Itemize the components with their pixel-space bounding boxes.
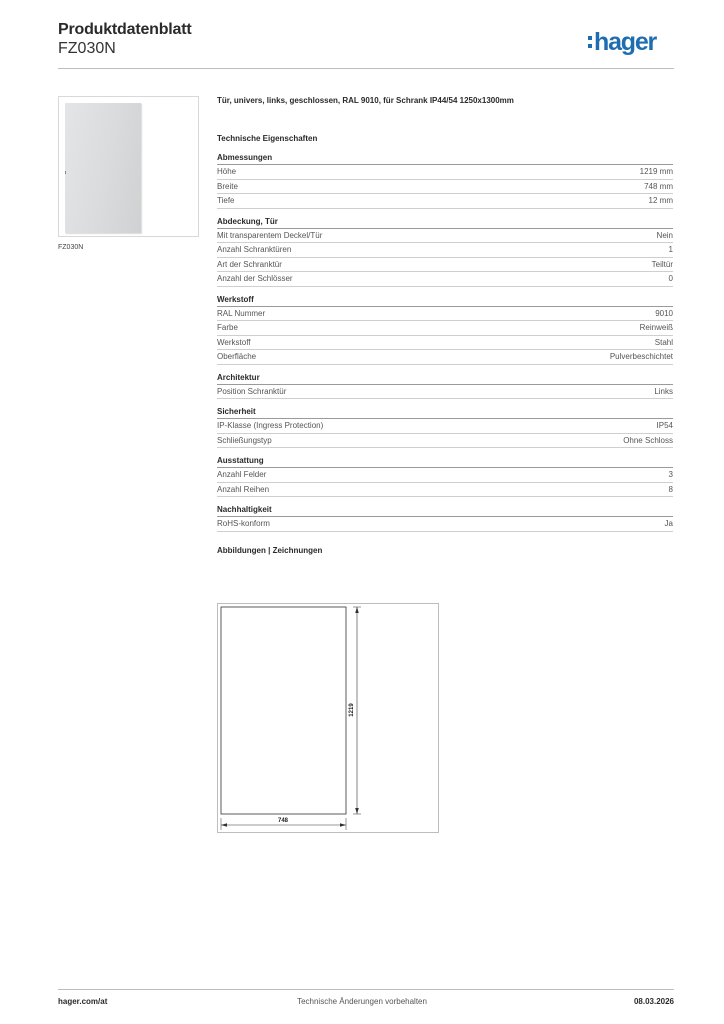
height-dimension-label: 1219	[349, 703, 355, 717]
property-label: Werkstoff	[217, 337, 251, 347]
property-label: Farbe	[217, 323, 238, 333]
property-value: 12 mm	[648, 196, 673, 206]
width-arrow-left	[221, 823, 227, 827]
property-row	[217, 350, 673, 365]
property-group-title: Werkstoff	[217, 295, 673, 307]
product-details	[217, 96, 673, 555]
footer-notice: Technische Änderungen vorbehalten	[297, 997, 427, 1006]
technical-drawing	[217, 603, 439, 833]
property-value: Links	[654, 386, 673, 396]
property-group-title: Abmessungen	[217, 153, 673, 165]
logo-dots-icon	[588, 34, 592, 50]
property-label: Höhe	[217, 167, 237, 177]
property-value: 3	[668, 470, 673, 480]
property-group	[217, 407, 673, 448]
property-group	[217, 153, 673, 209]
door-panel-illustration	[65, 103, 141, 233]
door-hinge-icon	[65, 171, 66, 174]
drawing-svg	[218, 604, 438, 832]
property-value: Ja	[664, 519, 673, 529]
door-outline	[221, 607, 346, 814]
property-groups	[217, 153, 673, 532]
property-value: Stahl	[654, 337, 673, 347]
property-value: 748 mm	[644, 181, 673, 191]
property-row	[217, 243, 673, 258]
width-arrow-right	[340, 823, 346, 827]
product-image-caption: FZ030N	[58, 244, 84, 251]
property-label: Position Schranktür	[217, 386, 287, 396]
property-row	[217, 468, 673, 483]
property-group-title: Sicherheit	[217, 407, 673, 419]
property-value: IP54	[656, 421, 673, 431]
property-label: RoHS-konform	[217, 519, 270, 529]
property-value: 1219 mm	[639, 167, 673, 177]
height-arrow-bottom	[355, 808, 359, 814]
property-row	[217, 258, 673, 273]
property-row	[217, 180, 673, 195]
property-row	[217, 385, 673, 400]
property-group-title: Nachhaltigkeit	[217, 505, 673, 517]
property-label: Anzahl der Schlösser	[217, 274, 293, 284]
property-label: RAL Nummer	[217, 308, 266, 318]
article-number: FZ030N	[58, 40, 116, 57]
logo-text: hager	[594, 27, 657, 56]
property-value: Reinweiß	[639, 323, 673, 333]
footer-divider	[58, 989, 674, 990]
property-label: Oberfläche	[217, 352, 257, 362]
property-label: IP-Klasse (Ingress Protection)	[217, 421, 324, 431]
footer-website-link[interactable]: hager.com/at	[58, 997, 108, 1006]
property-value: Ohne Schloss	[623, 435, 673, 445]
property-row	[217, 483, 673, 498]
property-group-title: Abdeckung, Tür	[217, 217, 673, 229]
header-divider	[58, 68, 674, 69]
property-row	[217, 434, 673, 449]
property-value: Teiltür	[651, 259, 673, 269]
property-row	[217, 194, 673, 209]
tech-heading: Technische Eigenschaften	[217, 134, 318, 143]
page-title: Produktdatenblatt	[58, 21, 192, 38]
property-value: 1	[668, 245, 673, 255]
property-group-title: Architektur	[217, 373, 673, 385]
property-label: Schließungstyp	[217, 435, 272, 445]
property-group	[217, 505, 673, 532]
footer-date: 08.03.2026	[633, 997, 674, 1006]
property-group	[217, 295, 673, 365]
property-row	[217, 307, 673, 322]
property-group	[217, 456, 673, 497]
height-arrow-top	[355, 607, 359, 613]
property-value: Nein	[656, 230, 673, 240]
property-row	[217, 229, 673, 244]
hager-logo[interactable]	[588, 26, 674, 58]
property-value: Pulverbeschichtet	[609, 352, 673, 362]
property-value: 8	[668, 484, 673, 494]
property-row	[217, 336, 673, 351]
property-row	[217, 419, 673, 434]
property-row	[217, 321, 673, 336]
property-row	[217, 517, 673, 532]
width-dimension-label: 748	[277, 818, 289, 824]
product-description: Tür, univers, links, geschlossen, RAL 9010, für Schrank IP44/54 1250x1300mm	[217, 96, 514, 105]
property-label: Breite	[217, 181, 238, 191]
property-label: Tiefe	[217, 196, 235, 206]
property-label: Anzahl Schranktüren	[217, 245, 292, 255]
property-row	[217, 272, 673, 287]
property-label: Art der Schranktür	[217, 259, 282, 269]
property-value: 0	[668, 274, 673, 284]
property-label: Mit transparentem Deckel/Tür	[217, 230, 323, 240]
property-label: Anzahl Reihen	[217, 484, 270, 494]
property-group-title: Ausstattung	[217, 456, 673, 468]
property-row	[217, 165, 673, 180]
property-label: Anzahl Felder	[217, 470, 267, 480]
product-image	[58, 96, 199, 237]
property-group	[217, 217, 673, 287]
property-group	[217, 373, 673, 400]
drawings-heading: Abbildungen | Zeichnungen	[217, 545, 323, 555]
property-value: 9010	[655, 308, 673, 318]
